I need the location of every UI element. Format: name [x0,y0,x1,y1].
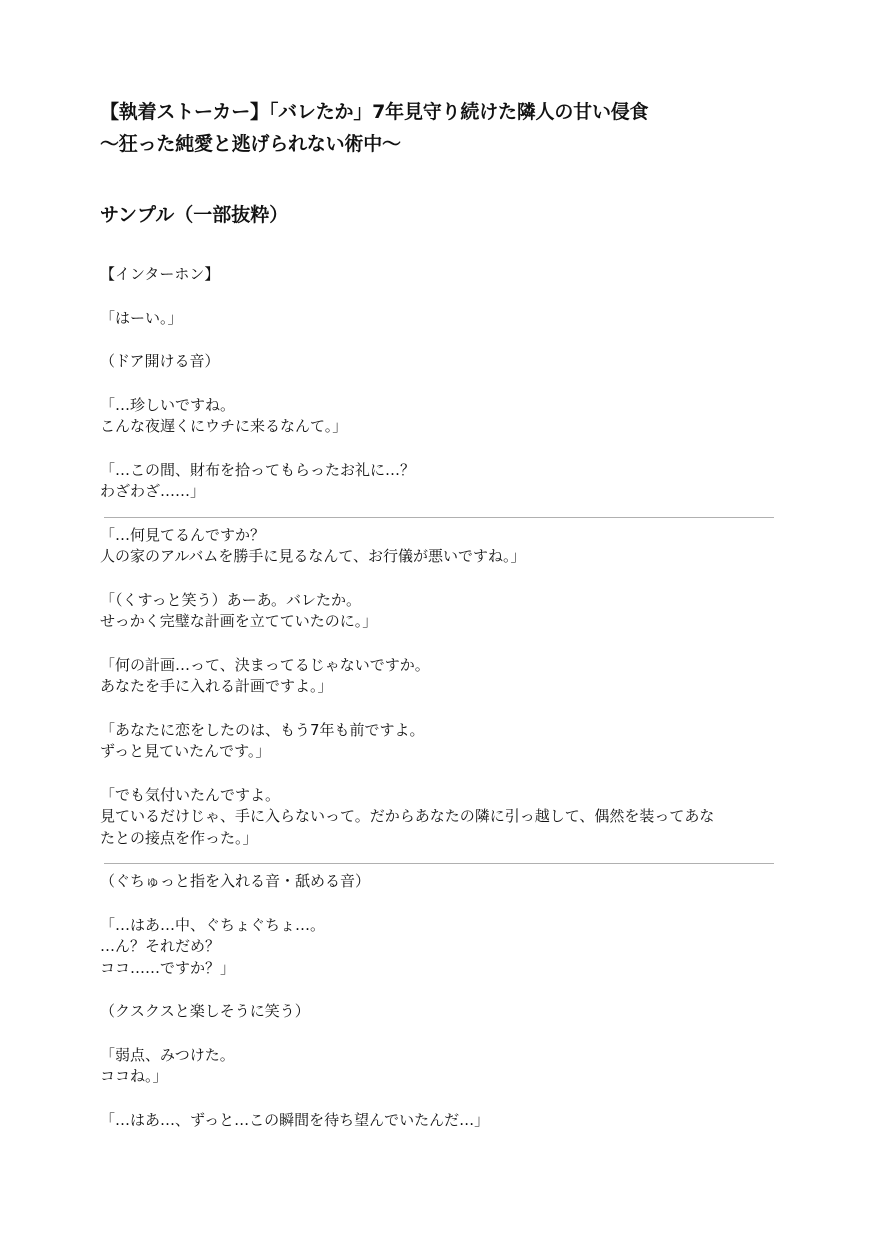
paragraph [100,720,778,763]
paragraph-line: わざわざ……」 [100,482,206,500]
paragraph [100,1001,778,1023]
paragraph-line: 「でも気付いたんですよ。 [100,785,281,804]
paragraph-line: 「…何見てるんですか？ [100,525,266,544]
paragraph-line: せっかく完璧な計画を立てていたのに。」 [100,612,378,630]
paragraph-line: （ぐちゅっと指を入れる音・舐める音） [100,872,371,890]
paragraph-line: 「はーい。」 [100,308,183,327]
paragraph-line: 見ているだけじゃ、手に入らないって。だからあなたの隣に引っ越して、偶然を装ってあな [100,807,715,825]
script-body [100,264,778,1131]
paragraph [100,308,778,330]
paragraph-line: 「…この間、財布を拾ってもらったお礼に…？ [100,460,416,479]
paragraph-line: こんな夜遅くにウチに来るなんて。」 [100,417,348,435]
paragraph-line: 「…珍しいですね。 [100,395,236,414]
paragraph-line: 人の家のアルバムを勝手に見るなんて、お行儀が悪いですね。」 [100,547,526,565]
document-title [100,96,778,160]
paragraph-line: 【インターホン】 [100,265,220,283]
section-heading: サンプル（一部抜粋） [100,204,289,226]
paragraph [100,871,778,893]
title-line-2: 〜狂った純愛と逃げられない術中〜 [100,133,401,155]
paragraph [100,264,778,286]
paragraph [100,590,778,633]
paragraph-line: 「…はあ…、ずっと…この瞬間を待ち望んでいたんだ…」 [100,1110,490,1129]
paragraph [100,460,778,503]
paragraph [100,1110,778,1132]
paragraph-line: 「（くすっと笑う）あーあ。バレたか。 [100,590,362,609]
paragraph-line: …ん？それだめ？ [100,937,221,955]
paragraph-line: 「弱点、みつけた。 [100,1045,235,1064]
paragraph-line: ココね。」 [100,1067,168,1085]
paragraph [100,351,778,373]
paragraph-line: 「…はあ…中、ぐちょぐちょ…。 [100,915,326,934]
paragraph-line: 「あなたに恋をしたのは、もう7年も前ですよ。 [100,720,425,739]
paragraph-line: 「何の計画…って、決まってるじゃないですか。 [100,655,430,674]
paragraph [100,785,778,850]
separator-rule [104,863,774,864]
paragraph [100,655,778,698]
paragraph [100,395,778,438]
paragraph-line: （クスクスと楽しそうに笑う） [100,1002,310,1020]
separator-rule [104,517,774,518]
paragraph-line: （ドア開ける音） [100,352,220,370]
paragraph-line: たとの接点を作った。」 [100,828,258,847]
paragraph-group-1 [100,264,778,503]
title-line-1: 【執着ストーカー】「バレたか」7年見守り続けた隣人の甘い侵食 [100,101,649,123]
paragraph-group-3 [100,871,778,1131]
paragraph-line: ずっと見ていたんです。」 [100,742,271,760]
paragraph [100,915,778,980]
paragraph [100,1045,778,1088]
paragraph [100,525,778,568]
paragraph-group-2 [100,525,778,850]
paragraph-line: ココ……ですか？」 [100,958,236,977]
paragraph-line: あなたを手に入れる計画ですよ。」 [100,677,333,695]
